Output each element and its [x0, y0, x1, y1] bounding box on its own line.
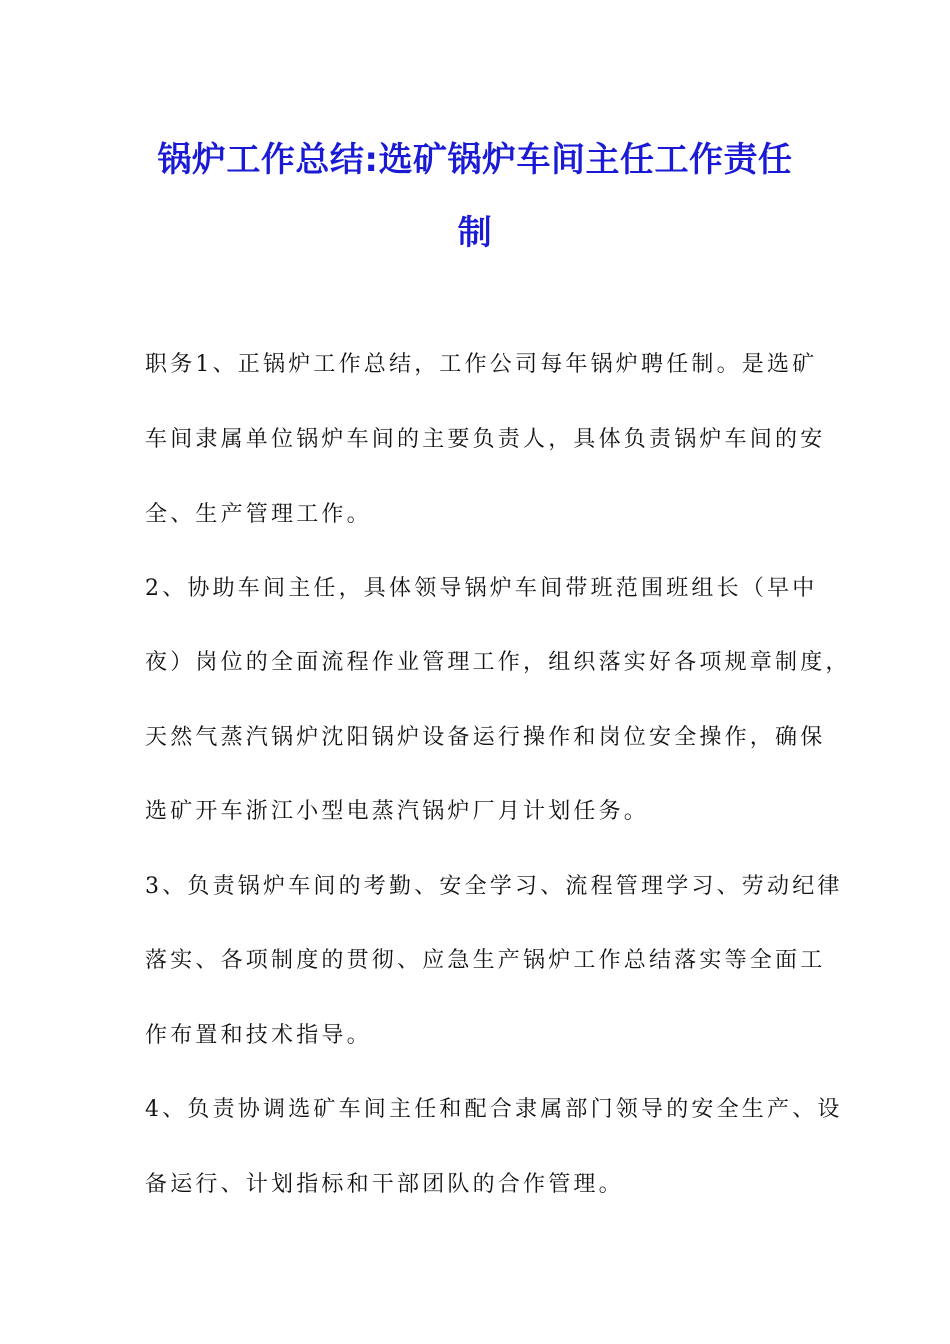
body-line-12: 备运行、计划指标和干部团队的合作管理。: [145, 1172, 624, 1197]
body-line-6: 天然气蒸汽锅炉沈阳锅炉设备运行操作和岗位安全操作，确保: [145, 725, 826, 750]
body-line-4: 2、协助车间主任，具体领导锅炉车间带班范围班组长（早中: [145, 576, 818, 601]
body-line-7: 选矿开车浙江小型电蒸汽锅炉厂月计划任务。: [145, 799, 650, 824]
body-line-2: 车间隶属单位锅炉车间的主要负责人，具体负责锅炉车间的安: [145, 427, 826, 452]
body-line-8: 3、负责锅炉车间的考勤、安全学习、流程管理学习、劳动纪律: [145, 874, 843, 899]
body-line-10: 作布置和技术指导。: [145, 1023, 372, 1048]
body-line-9: 落实、各项制度的贯彻、应急生产锅炉工作总结落实等全面工: [145, 948, 826, 973]
body-line-5: 夜）岗位的全面流程作业管理工作，组织落实好各项规章制度，: [145, 650, 851, 675]
document-title-line-2: 制: [457, 213, 493, 253]
document-title-line-1: 锅炉工作总结:选矿锅炉车间主任工作责任: [157, 140, 793, 180]
body-line-1: 职务1、正锅炉工作总结，工作公司每年锅炉聘任制。是选矿: [145, 352, 818, 377]
body-line-3: 全、生产管理工作。: [145, 502, 372, 527]
body-line-11: 4、负责协调选矿车间主任和配合隶属部门领导的安全生产、设: [145, 1097, 843, 1122]
